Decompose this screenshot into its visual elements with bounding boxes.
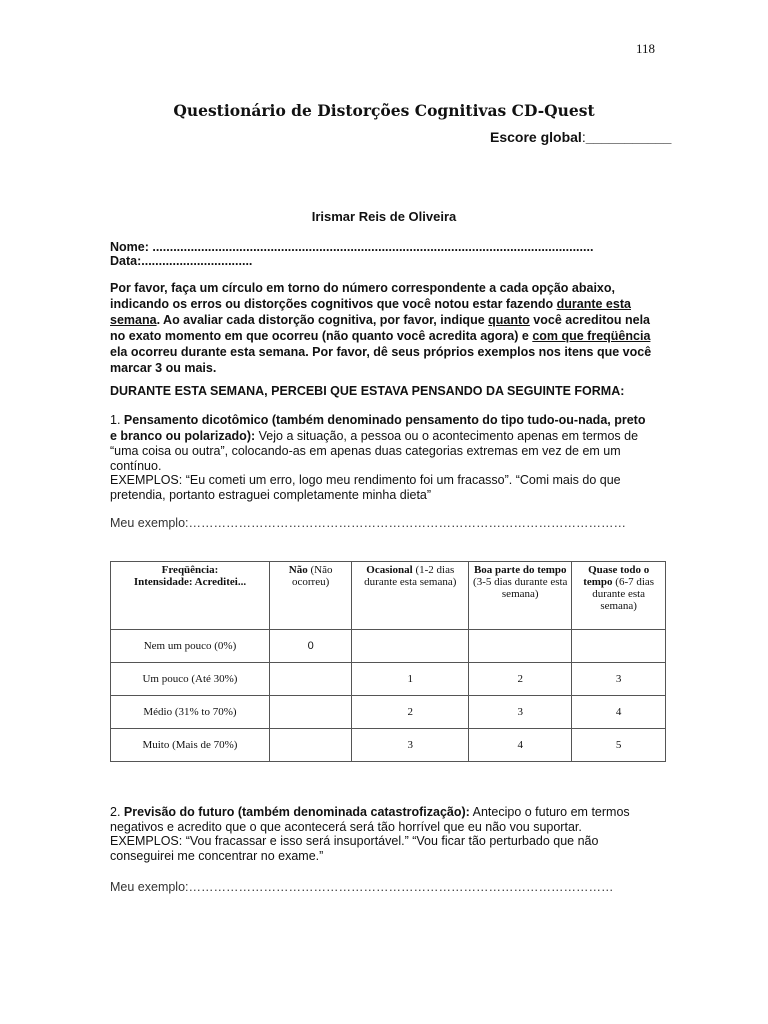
respondent-fields <box>110 240 593 268</box>
examples-label: EXEMPLOS <box>110 834 179 848</box>
rating-cell[interactable]: 5 <box>572 729 666 762</box>
instructions-part2: . Ao avaliar cada distorção cognitiva, por favor, indique <box>156 313 489 327</box>
my-example-2: Meu exemplo:………………………………………………………………………………………… <box>110 880 614 894</box>
instructions-underline-how-much: quanto <box>488 313 530 327</box>
examples-label: EXEMPLOS <box>110 473 179 487</box>
rating-cell[interactable]: 4 <box>572 696 666 729</box>
rating-cell[interactable] <box>352 630 469 663</box>
rating-cell[interactable] <box>269 696 351 729</box>
score-blank: ___________ <box>585 129 672 145</box>
header-intensity-label: Intensidade: Acreditei... <box>133 576 247 588</box>
rating-cell[interactable] <box>269 729 351 762</box>
header-not-rest: (Não ocorreu) <box>292 564 333 588</box>
header-almost-all-bold: Quase todo o tempo <box>583 564 650 588</box>
rating-cell[interactable]: 0 <box>269 630 351 663</box>
rating-cell[interactable]: 3 <box>469 696 572 729</box>
header-occasional-bold: Ocasional <box>366 564 413 576</box>
row-label: Muito (Mais de 70%) <box>111 729 270 762</box>
item-description: Antecipo o futuro em termos negativos e acredito que o que acontecerá será tão horrível que eu não vou suportar. <box>110 805 630 834</box>
table-row <box>111 663 666 696</box>
distortion-item-1 <box>110 412 655 502</box>
frequency-intensity-table <box>110 561 666 762</box>
page-title: Questionário de Distorções Cognitivas CD-Quest <box>173 101 595 120</box>
author-name: Irismar Reis de Oliveira <box>311 209 457 224</box>
header-almost-all-rest: (6-7 dias durante esta semana) <box>592 576 655 612</box>
instructions <box>110 280 662 376</box>
rating-cell[interactable] <box>269 663 351 696</box>
table-row <box>111 630 666 663</box>
header-good-part-rest: (3-5 dias durante esta semana) <box>473 576 568 600</box>
item-title: Previsão do futuro (também denominada catastrofização): <box>123 805 470 819</box>
header-good-part <box>469 562 572 630</box>
rating-cell[interactable] <box>572 630 666 663</box>
page-number: 118 <box>636 41 656 56</box>
header-frequency-label: Freqüência: <box>161 564 219 576</box>
header-not <box>269 562 351 630</box>
item-description: Vejo a situação, a pessoa ou o acontecimento apenas em termos de “uma coisa ou outra”, colocando-as em apenas duas categorias extremas em vez de em um contínuo. <box>110 429 639 473</box>
instructions-part3: você acreditou nela no exato momento em que ocorreu (não quanto você acredita agora) e <box>110 313 650 343</box>
item-number: 2. <box>110 805 121 819</box>
item-title: Pensamento dicotômico (também denominado pensamento do tipo tudo-ou-nada, preto e branco ou polarizado): <box>110 413 646 443</box>
rating-cell[interactable]: 3 <box>352 729 469 762</box>
header-occasional <box>352 562 469 630</box>
row-label: Médio (31% to 70%) <box>111 696 270 729</box>
rating-cell[interactable]: 4 <box>469 729 572 762</box>
global-score <box>490 129 671 145</box>
distortion-item-2 <box>110 805 655 863</box>
my-example-1: Meu exemplo:…………………………………………………………………………………………… <box>110 516 627 530</box>
row-label: Nem um pouco (0%) <box>111 630 270 663</box>
header-good-part-bold: Boa parte do tempo <box>473 564 567 576</box>
header-not-bold: Não <box>288 564 308 576</box>
table-row <box>111 729 666 762</box>
name-field: Nome: ............................................................................................................................... <box>110 240 594 254</box>
section-heading: DURANTE ESTA SEMANA, PERCEBI QUE ESTAVA PENSANDO DA SEGUINTE FORMA: <box>110 384 625 398</box>
score-label: Escore global <box>490 129 582 145</box>
rating-cell[interactable]: 2 <box>469 663 572 696</box>
table-row <box>111 696 666 729</box>
item-examples: : “Eu cometi um erro, logo meu rendimento foi um fracasso”. “Comi mais do que pretendia, portanto estraguei completamente minha dieta” <box>110 473 621 502</box>
rating-cell[interactable] <box>469 630 572 663</box>
date-field: Data:................................ <box>110 254 253 268</box>
rating-cell[interactable]: 2 <box>352 696 469 729</box>
rating-cell[interactable]: 3 <box>572 663 666 696</box>
instructions-underline-week: durante esta semana <box>110 297 631 327</box>
instructions-underline-frequency: com que freqüência <box>532 329 651 343</box>
header-frequency-intensity <box>111 562 270 630</box>
instructions-part1: Por favor, faça um círculo em torno do número correspondente a cada opção abaixo, indicando os erros ou distorções cognitivos que você notou estar fazendo <box>110 281 615 311</box>
item-number: 1. <box>110 413 121 427</box>
score-colon: : <box>581 129 586 145</box>
table-header-row <box>111 562 666 630</box>
item-examples: : “Vou fracassar e isso será insuportável.” “Vou ficar tão perturbado que não conseguirei me concentrar no exame.” <box>110 834 599 863</box>
row-label: Um pouco (Até 30%) <box>111 663 270 696</box>
header-occasional-rest: (1-2 dias durante esta semana) <box>364 564 457 588</box>
rating-cell[interactable]: 1 <box>352 663 469 696</box>
instructions-part4: ela ocorreu durante esta semana. Por favor, dê seus próprios exemplos nos itens que você marcar 3 ou mais. <box>110 345 652 375</box>
header-almost-all <box>572 562 666 630</box>
